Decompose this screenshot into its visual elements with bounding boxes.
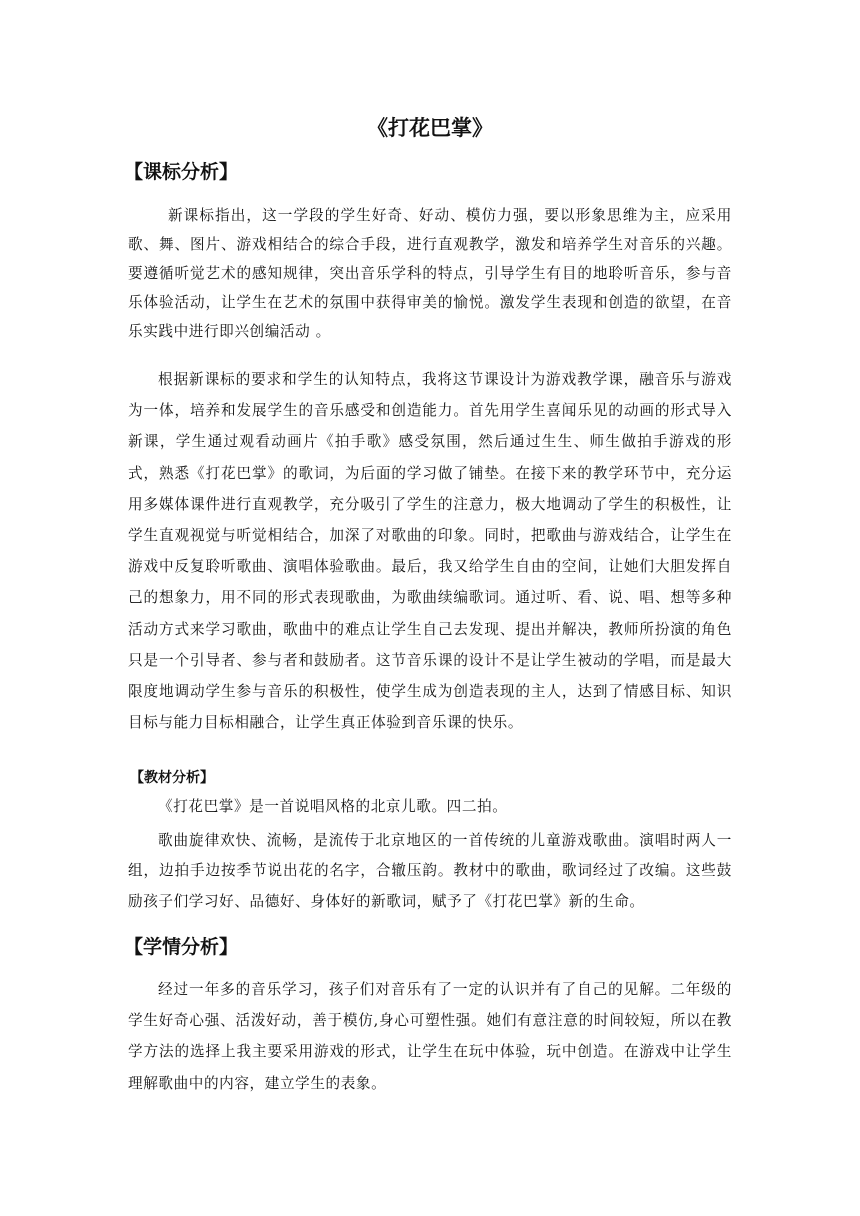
materials-paragraph-2: 歌曲旋律欢快、流畅，是流传于北京地区的一首传统的儿童游戏歌曲。演唱时两人一组，边拍手边按季节说出花的名字，合辙压韵。教材中的歌曲，歌词经过了改编。这些鼓励孩子们学习好、品德好、身体好的新歌词，赋予了《打花巴掌》新的生命。	[128, 832, 732, 910]
learners-paragraph-1: 经过一年多的音乐学习，孩子们对音乐有了一定的认识并有了自己的见解。二年级的学生好奇心强、活泼好动，善于模仿,身心可塑性强。她们有意注意的时间较短，所以在教学方法的选择上我主要采用游戏的形式，让学生在玩中体验，玩中创造。在游戏中让学生理解歌曲中的内容，建立学生的表象。	[128, 981, 732, 1092]
document-title: 《打花巴掌》	[367, 116, 493, 140]
section-heading-materials: 【教材分析】	[130, 770, 214, 786]
curriculum-paragraph-2: 根据新课标的要求和学生的认知特点，我将这节课设计为游戏教学课，融音乐与游戏为一体，培养和发展学生的音乐感受和创造能力。首先用学生喜闻乐见的动画的形式导入新课，学生通过观看动画片《拍手歌》感受氛围，然后通过生生、师生做拍手游戏的形式，熟悉《打花巴掌》的歌词，为后面的学习做了铺垫。在接下来的教学环节中，充分运用多媒体课件进行直观教学，充分吸引了学生的注意力，极大地调动了学生的积极性，让学生直观视觉与听觉相结合，加深了对歌曲的印象。同时，把歌曲与游戏结合，让学生在游戏中反复聆听歌曲、演唱体验歌曲。最后，我又给学生自由的空间，让她们大胆发挥自己的想象力，用不同的形式表现歌曲，为歌曲续编歌词。通过听、看、说、唱、想等多种活动方式来学习歌曲，歌曲中的难点让学生自己去发现、提出并解决，教师所扮演的角色只是一个引导者、参与者和鼓励者。这节音乐课的设计不是让学生被动的学唱，而是最大限度地调动学生参与音乐的积极性，使学生成为创造表现的主人，达到了情感目标、知识目标与能力目标相融合，让学生真正体验到音乐课的快乐。	[128, 371, 732, 732]
curriculum-paragraph-1: 新课标指出，这一学段的学生好奇、好动、模仿力强，要以形象思维为主，应采用歌、舞、图片、游戏相结合的综合手段，进行直观教学，激发和培养学生对音乐的兴趣。要遵循听觉艺术的感知规律，突出音乐学科的特点，引导学生有目的地聆听音乐，参与音乐体验活动，让学生在艺术的氛围中获得审美的愉悦。激发学生表现和创造的欲望，在音乐实践中进行即兴创编活动 。	[128, 207, 732, 340]
materials-paragraph-1: 《打花巴掌》是一首说唱风格的北京儿歌。四二拍。	[158, 798, 508, 815]
section-heading-curriculum: 【课标分析】	[124, 161, 239, 183]
section-heading-learners: 【学情分析】	[124, 936, 239, 958]
